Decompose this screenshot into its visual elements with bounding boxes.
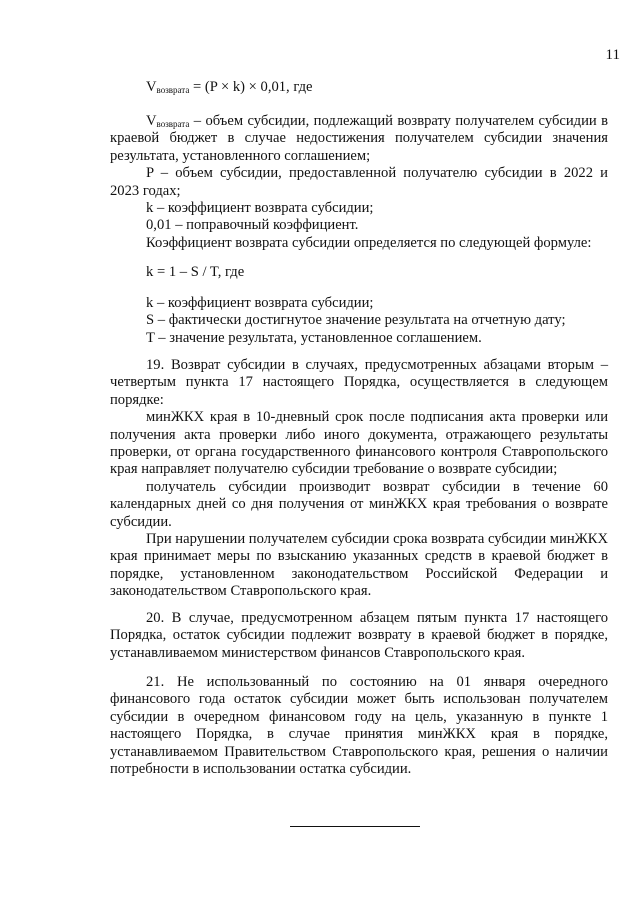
formula-1-v: V [146,79,157,95]
definition-k: k – коэффициент возврата субсидии; [146,200,374,217]
definition-v-subscript: возврата [156,119,190,129]
definition-correction-coefficient: 0,01 – поправочный коэффициент. [146,217,359,234]
definition-k-2: k – коэффициент возврата субсидии; [146,295,374,311]
definition-s: S – фактически достигнутое значение результата на отчетную дату; [146,312,566,329]
end-rule [290,826,420,827]
paragraph-19-item-3: При нарушении получателем субсидии срока возврата субсидии минЖКХ края принимает меры по взысканию указанных средств в краевой бюджет в порядке, установленном законодательством Российской Федерации и законодательством Ставропольского края. [110,531,608,600]
definition-v [110,113,608,165]
paragraph-19 [110,357,608,601]
formula-1-definitions [110,113,608,252]
paragraph-21: 21. Не использованный по состоянию на 01 января очередного финансового года остаток субсидии может быть использован получателем субсидии в очередном финансовом году на цель, указанную в пункте 1 настоящего Порядка, в случае принятия минЖКХ края в порядке, устанавливаемом Правительством Ставропольского края, решения о наличии потребности в использовании остатка субсидии. [110,674,608,778]
formula-1-v-subscript: возврата [156,85,190,95]
definition-t: T – значение результата, установленное соглашением. [146,329,482,346]
paragraph-19-intro: 19. Возврат субсидии в случаях, предусмотренных абзацами вторым – четвертым пункта 17 настоящего Порядка, осуществляется в следующем порядке: [110,357,608,408]
formula-1-rest: = (P × k) × 0,01, где [189,79,313,95]
definition-v-text: – объем субсидии, подлежащий возврату получателем субсидии в краевой бюджет в случае недостижения получателем субсидии значения результата, установленного соглашением; [110,113,608,164]
formula-2: k = 1 – S / T, где [146,264,245,280]
page-number: 11 [605,47,620,63]
paragraph-19-item-2: получатель субсидии производит возврат субсидии в течение 60 календарных дней со дня получения от минЖКХ края требования о возврате субсидии. [110,478,608,530]
formula-1 [110,79,608,96]
formula-2-definitions [110,295,608,347]
paragraph-19-item-1: минЖКХ края в 10-дневный срок после подписания акта проверки или получения акта проверки либо иного документа, отражающего результаты проверки, от органа государственного финансового контроля Ставропольского края направляет получателю субсидии требование о возврате субсидии; [110,409,608,478]
definition-v-symbol: V [146,113,157,129]
definition-p: P – объем субсидии, предоставленной получателю субсидии в 2022 и 2023 годах; [110,165,608,199]
paragraph-20: 20. В случае, предусмотренном абзацем пятым пункта 17 настоящего Порядка, остаток субсидии подлежит возврату в краевой бюджет в порядке, устанавливаемом министерством финансов Ставропольского края. [110,610,608,661]
coefficient-intro: Коэффициент возврата субсидии определяется по следующей формуле: [146,234,592,251]
